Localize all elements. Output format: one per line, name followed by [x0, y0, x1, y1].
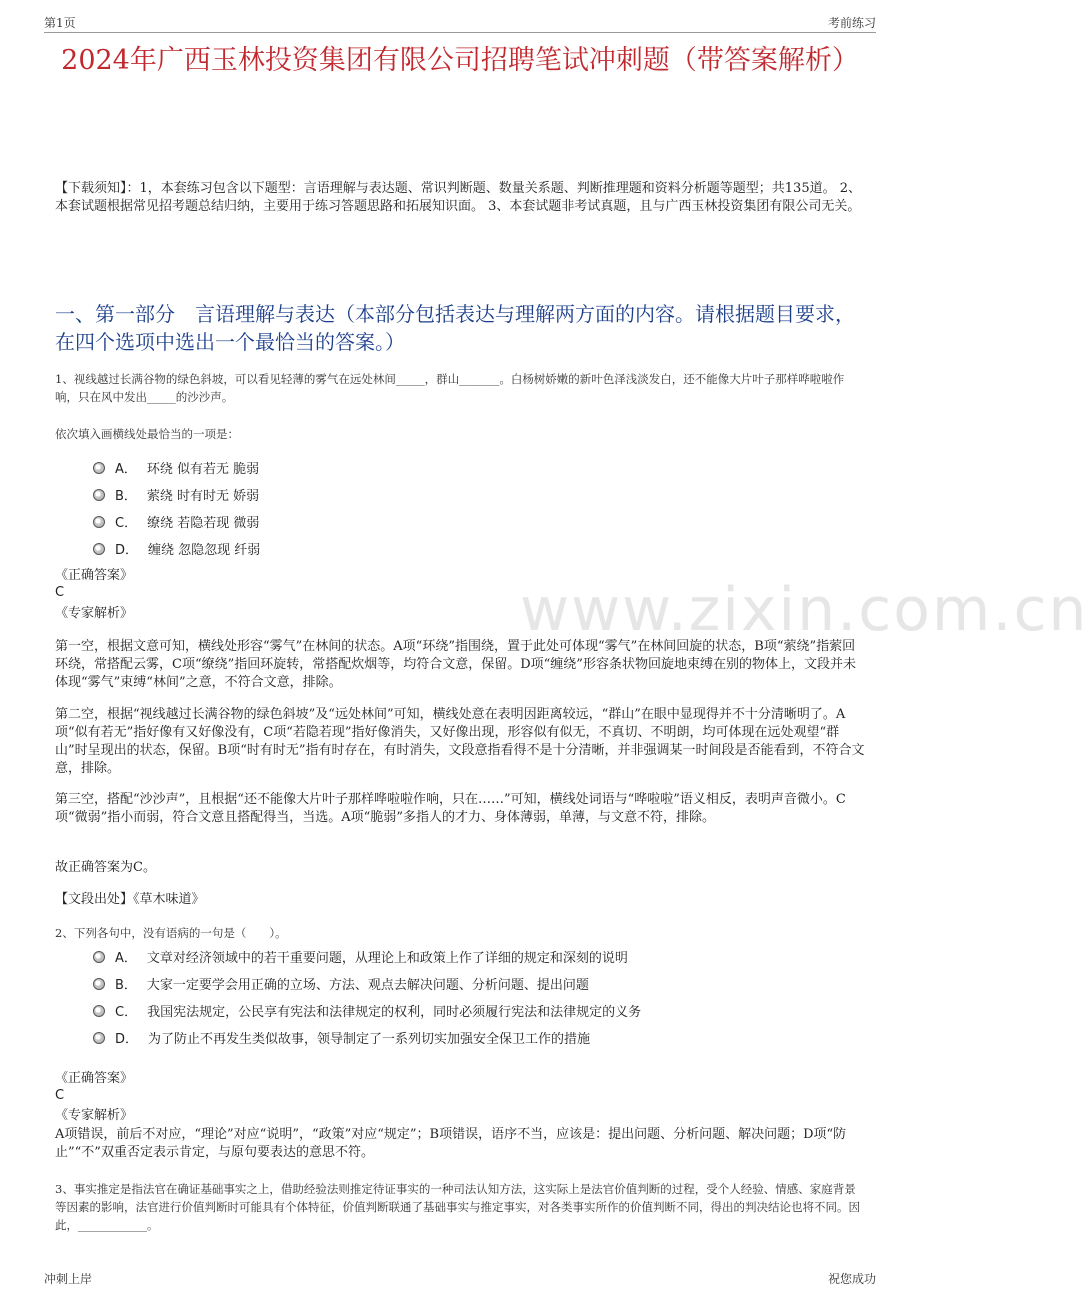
- q1-source: 【文段出处】《草木味道》: [55, 892, 205, 907]
- header-label: 考前练习: [827, 16, 876, 30]
- section-heading: 一、第一部分 言语理解与表达（本部分包括表达与理解两方面的内容。请根据题目要求，在四个选项中选出一个最恰当的答案。）: [55, 302, 855, 354]
- document-title: 2024年广西玉林投资集团有限公司招聘笔试冲刺题（带答案解析）: [61, 45, 859, 76]
- q1-conclusion: 故正确答案为C。: [55, 860, 156, 875]
- q2-analysis-label: 《专家解析》: [55, 1108, 134, 1123]
- radio-icon[interactable]: [93, 951, 105, 963]
- q2-answer: C: [55, 1088, 65, 1103]
- q1-option-c[interactable]: C． 缭绕 若隐若现 微弱: [93, 512, 259, 531]
- q1-answer-label: 《正确答案》: [55, 568, 134, 583]
- download-notice: 【下载须知】：1，本套练习包含以下题型：言语理解与表达题、常识判断题、数量关系题、判断推理题和资料分析题等题型；共135道。 2、本套试题根据常见招考题总结归纳，主要用于练习答题思路和拓展知识面。 3、本套试题非考试真题，且与广西玉林投资集团有限公司无关。: [55, 181, 861, 214]
- q1-analysis-para-1: 第一空，根据文意可知，横线处形容“雾气”在林间的状态。A项“环绕”指围绕，置于此处可体现“雾气”在林间回旋的状态，B项“萦绕”指萦回环绕，常搭配云雾，C项“缭绕”指回环旋转，常搭配炊烟等，均符合文意，保留。D项“缠绕”形容条状物回旋地束缚在别的物体上，文段并未体现“雾气”束缚“林间”之意，不符合文意，排除。: [55, 639, 856, 690]
- radio-icon[interactable]: [93, 516, 105, 528]
- radio-icon[interactable]: [93, 462, 105, 474]
- question-1-stem: 1、视线越过长满谷物的绿色斜坡，可以看见轻薄的雾气在远处林间_____，群山_______。白杨树娇嫩的新叶色泽浅淡发白，还不能像大片叶子那样哗啦啦作响，只在风中发出_____的沙沙声。: [55, 372, 845, 404]
- q2-option-b[interactable]: B． 大家一定要学会用正确的立场、方法、观点去解决问题、分析问题、提出问题: [93, 974, 589, 993]
- watermark: www.zixin.com.cn: [520, 575, 1088, 645]
- radio-icon[interactable]: [93, 1032, 105, 1044]
- footer-left-text: 冲刺上岸: [44, 1272, 93, 1286]
- question-3-stem: 3、事实推定是指法官在确证基础事实之上，借助经验法则推定待证事实的一种司法认知方法，这实际上是法官价值判断的过程，受个人经验、情感、家庭背景等因素的影响，法官进行价值判断时可能具有个体特征，价值判断联通了基础事实与推定事实，对各类事实所作的价值判断不同，得出的判决结论也将不同。因此，____________。: [55, 1182, 860, 1232]
- q1-option-d[interactable]: D． 缠绕 忽隐忽现 纤弱: [93, 539, 260, 558]
- q1-option-b[interactable]: B． 萦绕 时有时无 娇弱: [93, 485, 259, 504]
- q1-analysis-para-2: 第二空，根据“视线越过长满谷物的绿色斜坡”及“远处林间”可知，横线处意在表明因距离较远，“群山”在眼中显现得并不十分清晰明了。A项“似有若无”指好像有又好像没有，C项“若隐若现”指好像消失，又好像出现，形容似有似无，不真切、不明朗，均可体现在远处观望“群山”时呈现出的状态，保留。B项“时有时无”指有时存在，有时消失，文段意指看得不是十分清晰，并非强调某一时间段是否能看到，不符合文意，排除。: [55, 707, 865, 776]
- q2-option-c[interactable]: C． 我国宪法规定，公民享有宪法和法律规定的权利，同时必须履行宪法和法律规定的义务: [93, 1001, 641, 1020]
- radio-icon[interactable]: [93, 1005, 105, 1017]
- page-header: [44, 12, 876, 33]
- q1-analysis-para-3: 第三空，搭配“沙沙声”，且根据“还不能像大片叶子那样哗啦啦作响，只在……”可知，横线处词语与“哗啦啦”语义相反，表明声音微小。C项“微弱”指小而弱，符合文意且搭配得当，当选。A项“脆弱”多指人的才力、身体薄弱，单薄，与文意不符，排除。: [55, 792, 846, 825]
- question-1-prompt: 依次填入画横线处最恰当的一项是：: [55, 427, 239, 441]
- question-2-stem: 2、下列各句中，没有语病的一句是（ ）。: [55, 926, 287, 940]
- q2-analysis: A项错误，前后不对应，“理论”对应“说明”，“政策”对应“规定”；B项错误，语序不当，应该是：提出问题、分析问题、解决问题；D项“防止”“不”双重否定表示肯定，与原句要表达的意思不符。: [55, 1127, 847, 1160]
- radio-icon[interactable]: [93, 543, 105, 555]
- radio-icon[interactable]: [93, 978, 105, 990]
- q2-option-a[interactable]: A． 文章对经济领域中的若干重要问题，从理论上和政策上作了详细的规定和深刻的说明: [93, 947, 628, 966]
- page-number: 第1页: [44, 16, 76, 30]
- q1-option-a[interactable]: A． 环绕 似有若无 脆弱: [93, 458, 259, 477]
- footer-right-text: 祝您成功: [827, 1272, 876, 1286]
- q2-option-d[interactable]: D． 为了防止不再发生类似故事，领导制定了一系列切实加强安全保卫工作的措施: [93, 1028, 590, 1047]
- q1-analysis-label: 《专家解析》: [55, 606, 134, 621]
- radio-icon[interactable]: [93, 489, 105, 501]
- q1-answer: C: [55, 585, 65, 600]
- q2-answer-label: 《正确答案》: [55, 1071, 134, 1086]
